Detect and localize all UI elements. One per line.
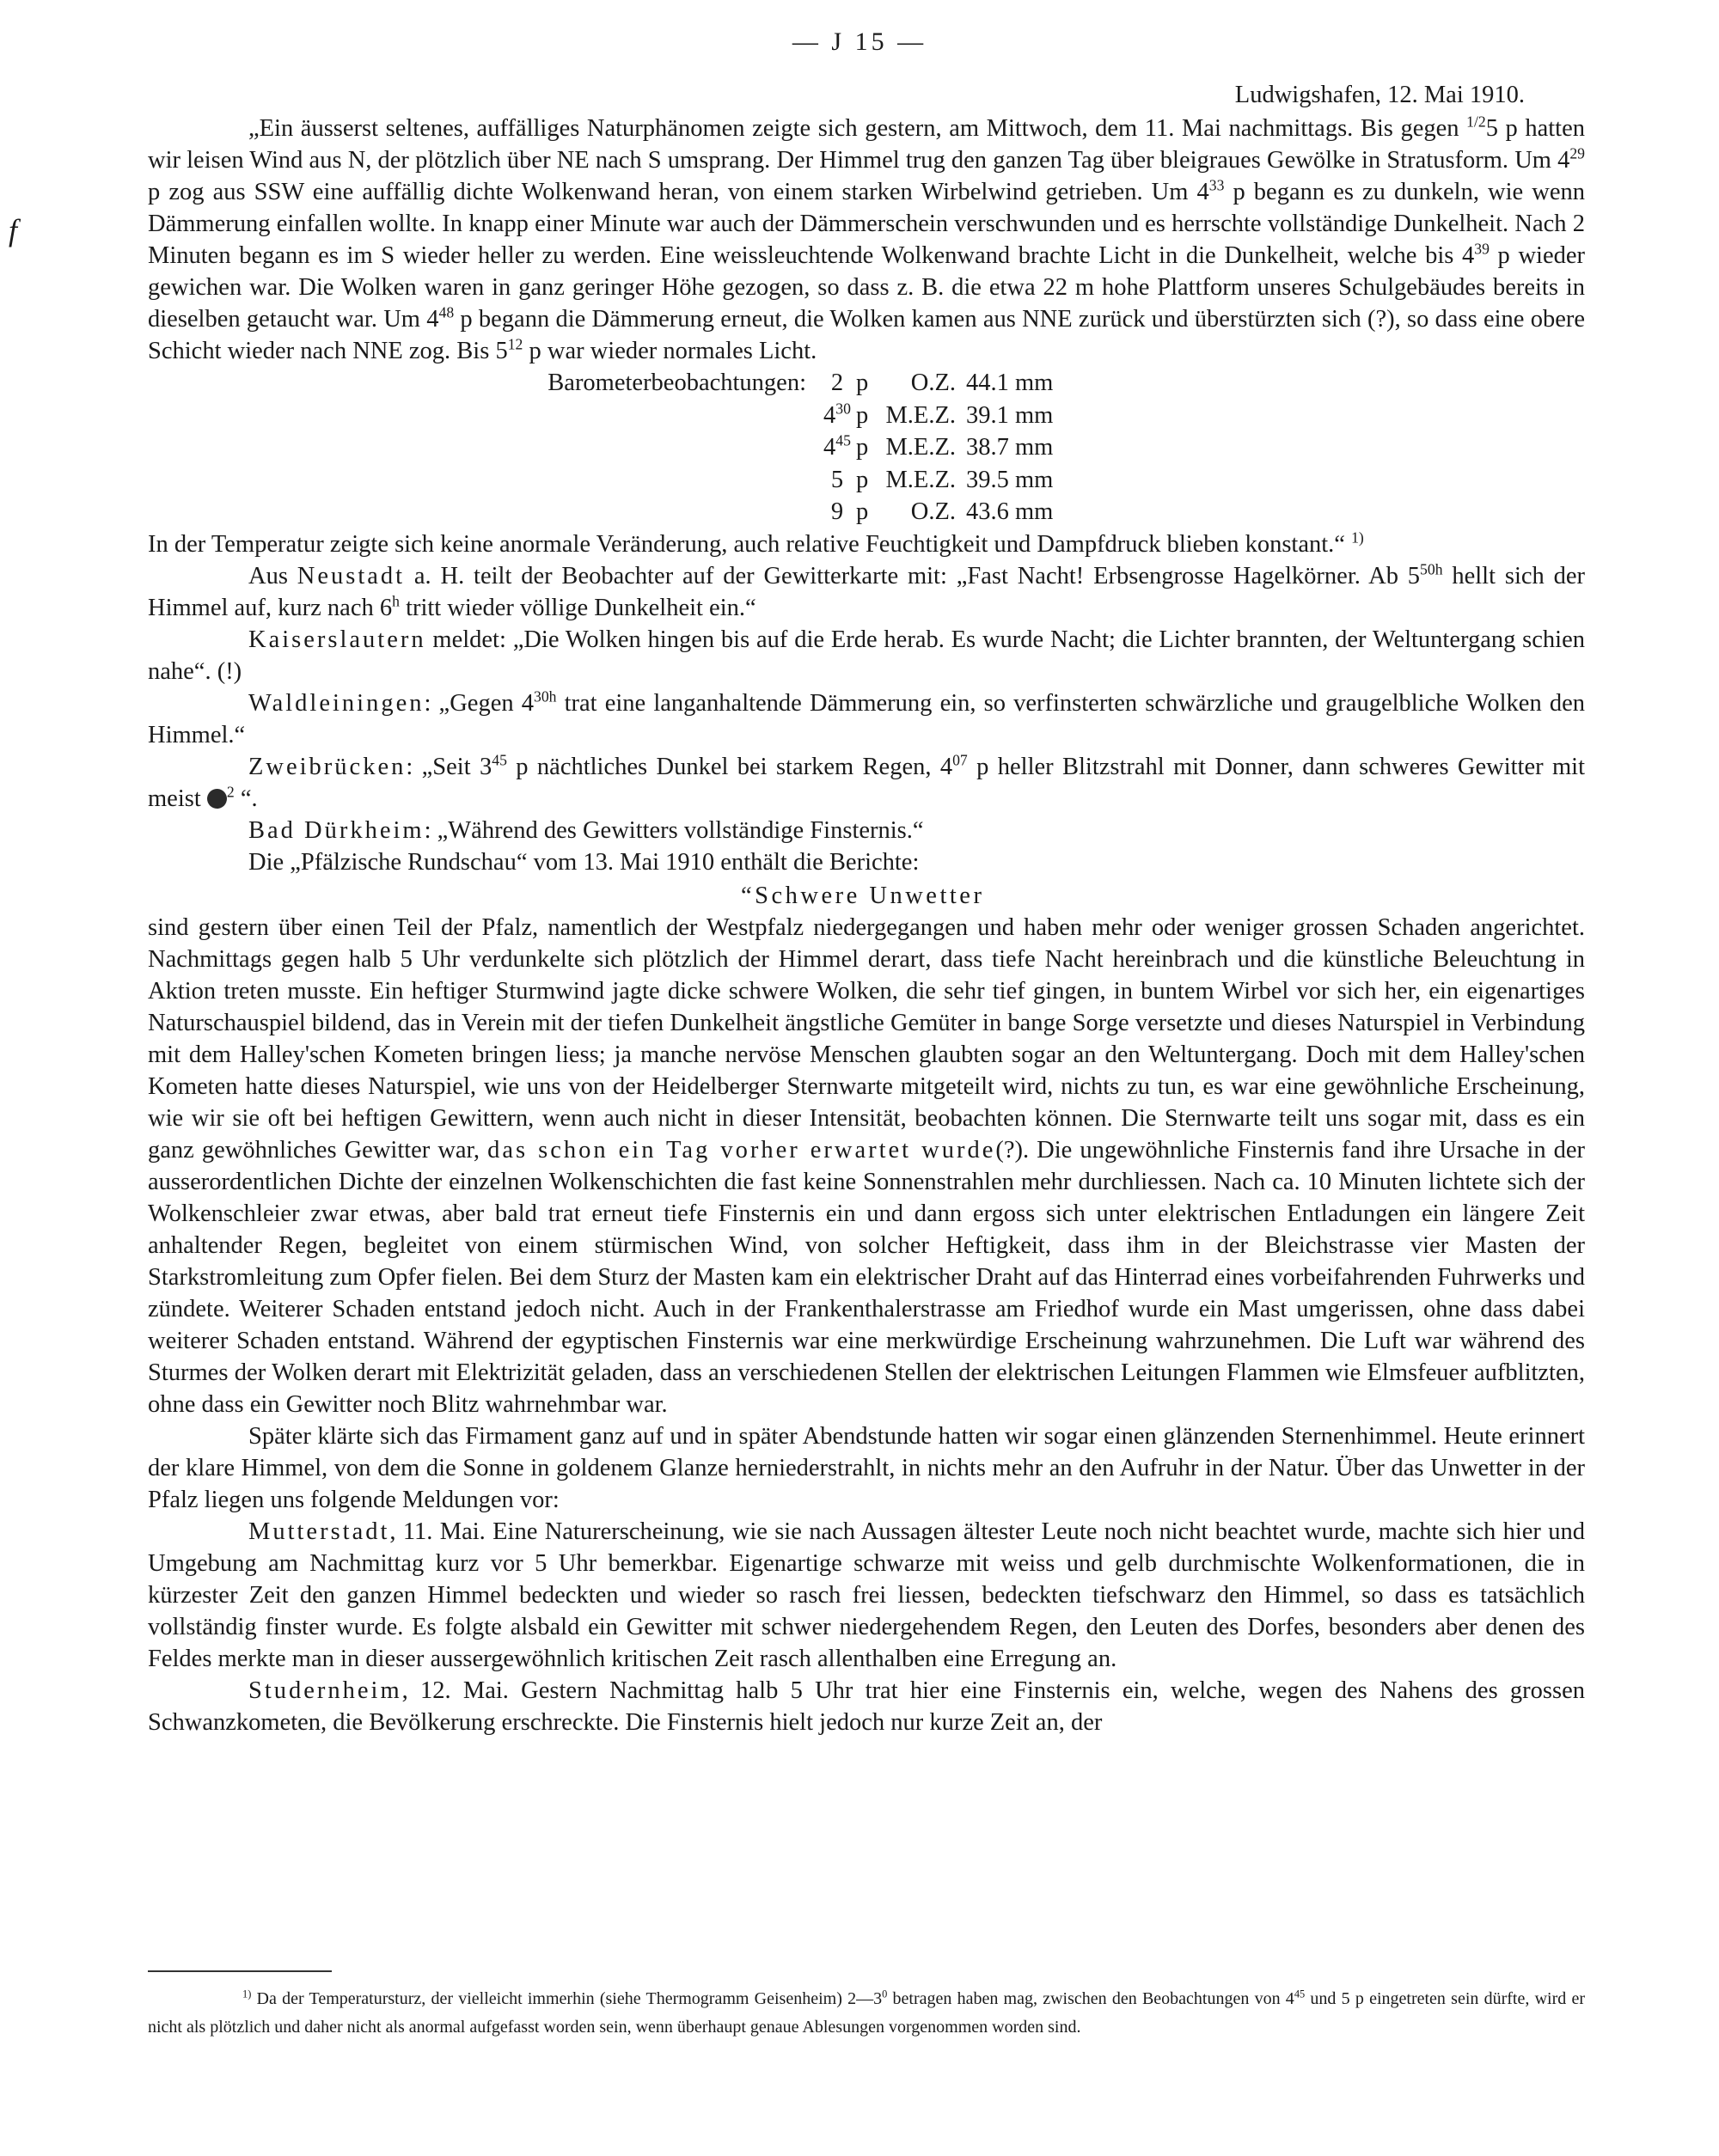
place-name: Kaiserslautern [248,626,426,653]
article-headline: “Schwere Unwetter [741,882,985,909]
barometer-table [490,367,1585,528]
baro-zone: O.Z. [910,370,956,396]
baro-hour: $4^{45}$ [823,431,851,461]
baro-zone: M.E.Z. [885,466,956,493]
report-bad-duerkheim: Bad Dürkheim: „Während des Gewitters vollständige Finsternis.“ [248,816,924,844]
baro-zone: M.E.Z. [885,434,956,461]
baro-hour: 2 [830,370,844,396]
baro-value: 39.5 mm [966,466,1054,493]
baro-hour: $4^{30}$ [823,400,851,429]
place-name: Mutterstadt [248,1518,390,1545]
baro-zone: M.E.Z. [885,401,956,429]
baro-ap: p [856,466,869,493]
place-name: Neustadt [297,562,406,589]
place-name: Bad Dürkheim [248,816,425,844]
report-zweibruecken: Zweibrücken: „Seit $3^{45}$ p nächtliches Dunkel bei starkem Regen, $4^{07}$ p heller Blitzstrahl mit Donner, dann schweres Gewitter mit meist $^2$ “. [148,751,1585,812]
article-paragraph: sind gestern über einen Teil der Pfalz, namentlich der Westpfalz niedergegangen und haben mehr oder weniger grossen Schaden angerichtet. Nachmittags gegen halb 5 Uhr verdunkelte sich plötzlich der Himmel derart, dass tiefe Nacht hereinbrach und die künstliche Beleuchtung in Aktion treten musste. Ein heftiger Sturmwind jagte dicke schwere Wolken, die sehr tief gingen, in buntem Wirbel vor sich her, ein eigenartiges Naturschauspiel bildend, das in Verein mit der tiefen Dunkelheit ängstliche Gemüter in bange Sorge versetzte und dieses Naturspiel in Verbindung mit dem Halley'schen Kometen bringen liess; ja manche nervöse Menschen glaubten sogar an den Weltuntergang. Doch mit dem Halley'schen Kometen hatte dieses Naturspiel, wie uns von der Heidelberger Sternwarte mitgeteilt wird, nichts zu tun, es war eine gewöhnliche Erscheinung, wie wir sie oft bei heftigen Gewittern, wenn auch nicht in dieser Intensität, beobachten können. Die Sternwarte teilt uns sogar mit, dass es ein ganz gewöhnliches Gewitter war, das schon ein Tag vorher erwartet wurde(?). Die ungewöhnliche Finsternis fand ihre Ursache in der ausserordentlichen Dichte der einzelnen Wolkenschichten die fast keine Sonnenstrahlen mehr durchliessen. Nach ca. 10 Minuten lichtete sich der Wolkenschleier zwar etwas, aber bald trat erneut tiefe Finsternis ein und dann ergoss sich unter elektrischen Entladungen ein längere Zeit anhaltender Regen, begleitet von einem stürmischen Wind, von solcher Heftigkeit, dass ihm in der Bleichstrasse vier Masten der Starkstromleitung zum Opfer fielen. Bei dem Sturz der Masten kam ein elektrischer Draht auf das Hinterrad eines vorbeifahrenden Fuhrwerks und zündete. Weiterer Schaden entstand jedoch nicht. Auch in der Frankenthalerstrasse am Friedhof wurde ein Mast umgerissen, ohne dass dabei weiterer Schaden entstand. Während der egyptischen Finsternis war eine merkwürdige Erscheinung wahrzunehmen. Die Luft war während des Sturmes der Wolken derart mit Elektrizität geladen, dass an verschiedenen Stellen der elektrischen Leitungen Flammen wie Elmsfeuer aufblitzten, ohne dass ein Gewitter noch Blitz wahrnehmbar war. [148,913,1586,1418]
place-name: Zweibrücken [248,753,407,780]
baro-value: 38.7 mm [966,434,1054,461]
place-name: Waldleiningen [248,689,425,717]
ludwigshafen-report: „Ein äusserst seltenes, auffälliges Naturphänomen zeigte sich gestern, am Mittwoch, dem 11. Mai nachmittags. Bis gegen $^{1/2}$5 p hatten wir leisen Wind aus N, der plötzlich über NE nach S umsprang. Der Himmel trug den ganzen Tag über bleigraues Gewölke in Stratusform. Um $4^{29}$ p zog aus SSW eine auffällig dichte Wolkenwand heran, von einem starken Wirbelwind getrieben. Um $4^{33}$ p begann es zu dunkeln, wie wenn Dämmerung einfallen wollte. In knapp einer Minute war auch der Dämmerschein verschwunden und es herrschte vollständige Dunkelheit. Nach 2 Minuten begann es im S wieder heller zu werden. Eine weissleuchtende Wolkenwand brachte Licht in die Dunkelheit, welche bis $4^{39}$ p wieder gewichen war. Die Wolken waren in ganz geringer Höhe gezogen, so dass z. B. die etwa 22 m hohe Plattform unseres Schulgebäudes bereits in dieselben getaucht war. Um $4^{48}$ p begann die Dämmerung erneut, die Wolken kamen aus NNE zurück und überstürzten sich (?), so dass eine obere Schicht wieder nach NNE zog. Bis $5^{12}$ p war wieder normales Licht. [148,113,1586,364]
baro-value: 39.1 mm [966,401,1054,429]
main-text [148,79,1585,1738]
baro-ap: p [856,498,869,525]
baro-hour: 5 [830,466,844,493]
place-name: Studernheim [248,1677,402,1704]
report-kaiserslautern: Kaiserslautern meldet: „Die Wolken hingen bis auf die Erde herab. Es wurde Nacht; die Lichter brannten, der Weltuntergang schien nahe“. (!) [148,626,1585,685]
footnote-ref: 1) [1351,528,1364,546]
baro-value: 43.6 mm [966,498,1054,525]
footnote-marker: 1) [242,1988,252,2000]
article-paragraph: Später klärte sich das Firmament ganz auf und in später Abendstunde hatten wir sogar einen glänzenden Sternenhimmel. Heute erinnert der klare Himmel, von dem die Sonne in goldenem Glanze herniederstrahlt, in nichts mehr an den Aufruhr in der Natur. Über das Unwetter in der Pfalz liegen uns folgende Meldungen vor: [148,1422,1585,1513]
baro-value: 44.1 mm [966,370,1054,396]
baro-ap: p [856,434,869,461]
footnote-rule [148,1970,332,1972]
baro-zone: O.Z. [910,498,956,525]
barometer-label: Barometerbeobachtungen: [548,370,806,396]
footnote: $^{1)}$ Da der Temperatursturz, der vielleicht immerhin (siehe Thermogramm Geisenheim) $2—3^0$ betragen haben mag, zwischen den Beobachtungen von $4^{45}$ und 5 p eingetreten sein dürfte, wird er nicht als plötzlich und daher nicht als anormal aufgefasst worden sein, wenn überhaupt genaue Ablesungen vorgenommen worden sind. [148,1988,1585,2037]
spaced-emphasis: das schon ein Tag vorher erwartet wurde [487,1136,996,1164]
baro-ap: p [856,370,869,396]
report-studernheim: Studernheim, 12. Mai. Gestern Nachmittag halb 5 Uhr trat hier eine Finsternis ein, welche, wegen des Nahens des grossen Schwanzkometen, die Bevölkerung erschreckte. Die Finsternis hielt jedoch nur kurze Zeit an, der [148,1677,1585,1736]
dateline: Ludwigshafen, 12. Mai 1910. [1234,82,1525,108]
page-number: — J 15 — [792,27,927,56]
report-waldleiningen: Waldleiningen: „Gegen $4^{30h}$ trat eine langanhaltende Dämmerung ein, so verfinsterten schwärzliche und graugelbliche Wolken den Himmel.“ [148,687,1585,748]
margin-mark: f [9,213,18,247]
rundschau-intro: Die „Pfälzische Rundschau“ vom 13. Mai 1910 enthält die Berichte: [248,848,920,876]
report-neustadt: Aus Neustadt a. H. teilt der Beobachter auf der Gewitterkarte mit: „Fast Nacht! Erbsengrosse Hagelkörner. Ab $5^{50h}$ hellt sich der Himmel auf, kurz nach 6$^h$ tritt wieder völlige Dunkelheit ein.“ [148,560,1585,621]
baro-hour: 9 [830,498,844,525]
report-mutterstadt: Mutterstadt, 11. Mai. Eine Naturerscheinung, wie sie nach Aussagen ältester Leute noch nicht beachtet wurde, machte sich hier und Umgebung am Nachmittag kurz vor 5 Uhr bemerkbar. Eigenartige schwarze mit weiss und gelb durchmischte Wolkenformationen, die in kürzester Zeit den ganzen Himmel bedeckten und wieder so rasch frei liessen, bedeckten tiefschwarz den Himmel, so dass es tatsächlich vollständig finster wurde. Es folgte alsbald ein Gewitter mit schwer niedergehendem Regen, den Leuten des Dorfes, besonders aber denen des Feldes merkte man in dieser aussergewöhnlich kritischen Zeit rasch allenthalben eine Erregung an. [148,1518,1585,1672]
temperature-note: In der Temperatur zeigte sich keine anormale Veränderung, auch relative Feuchtigkeit und Dampfdruck blieben konstant.“ $^{1)}$ [148,528,1364,558]
rain-symbol-icon [207,789,227,809]
baro-ap: p [856,401,869,429]
